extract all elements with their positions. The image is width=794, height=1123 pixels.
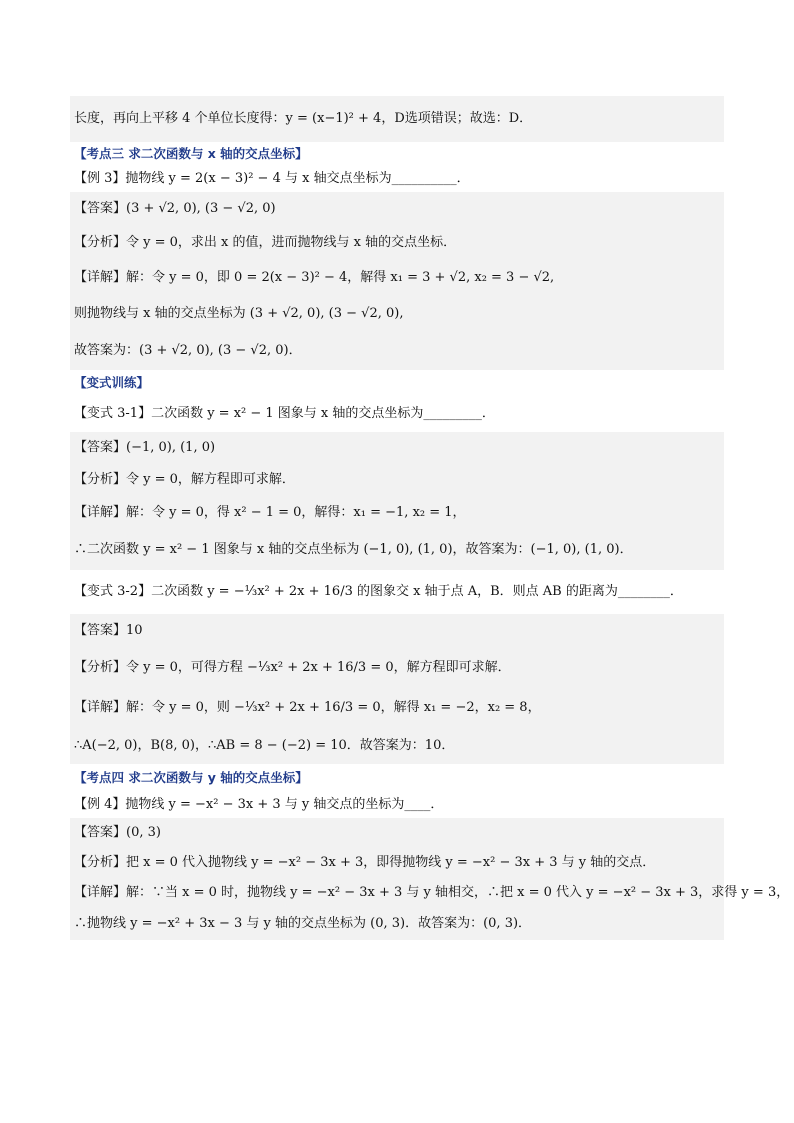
- text-line: 【分析】令 y = 0，求出 x 的值，进而抛物线与 x 轴的交点坐标．: [70, 226, 724, 260]
- text-line: 长度，再向上平移 4 个单位长度得：y = (x−1)² + 4，D选项错误；故选：D．: [70, 96, 724, 142]
- text-line: 【详解】解：令 y = 0，得 x² − 1 = 0，解得：x₁ = −1, x₂ = 1，: [70, 496, 724, 530]
- text-line: 【详解】解：∵当 x = 0 时，抛物线 y = −x² − 3x + 3 与 y 轴相交，∴把 x = 0 代入 y = −x² − 3x + 3，求得 y = 3，: [70, 878, 724, 908]
- text-line: 【例 4】抛物线 y = −x² − 3x + 3 与 y 轴交点的坐标为____．: [74, 797, 444, 812]
- text-line: 【变式 3-1】二次函数 y = x² − 1 图象与 x 轴的交点坐标为_________．: [74, 406, 495, 421]
- text-line: 【详解】解：令 y = 0，则 −⅓x² + 2x + 16/3 = 0，解得 x₁ = −2，x₂ = 8，: [70, 688, 724, 728]
- text-line: 【例 3】抛物线 y = 2(x − 3)² − 4 与 x 轴交点坐标为__________．: [74, 171, 470, 186]
- section-heading: 【考点三 求二次函数与 x 轴的交点坐标】: [74, 146, 308, 161]
- text-line: 则抛物线与 x 轴的交点坐标为 (3 + √2, 0), (3 − √2, 0),: [70, 296, 724, 332]
- section-heading: 【考点四 求二次函数与 y 轴的交点坐标】: [74, 770, 308, 785]
- section-heading: 【变式训练】: [74, 375, 150, 390]
- text-line: 【答案】(−1, 0), (1, 0): [70, 432, 724, 464]
- text-line: ∴抛物线 y = −x² + 3x − 3 与 y 轴的交点坐标为 (0, 3)．故答案为：(0, 3)．: [70, 908, 724, 940]
- text-line: 【变式 3-2】二次函数 y = −⅓x² + 2x + 16/3 的图象交 x 轴于点 A，B．则点 AB 的距离为________．: [74, 584, 683, 599]
- text-line: 【分析】把 x = 0 代入抛物线 y = −x² − 3x + 3，即得抛物线 y = −x² − 3x + 3 与 y 轴的交点．: [70, 848, 724, 878]
- text-line: 故答案为：(3 + √2, 0), (3 − √2, 0)．: [70, 332, 724, 370]
- document-page: [70, 96, 790, 940]
- text-line: 【详解】解：令 y = 0，即 0 = 2(x − 3)² − 4，解得 x₁ = 3 + √2, x₂ = 3 − √2,: [70, 260, 724, 296]
- text-line: ∴A(−2, 0)，B(8, 0)，∴AB = 8 − (−2) = 10．故答案为：10．: [70, 728, 724, 764]
- text-line: 【答案】(0, 3): [70, 818, 724, 848]
- text-line: ∴二次函数 y = x² − 1 图象与 x 轴的交点坐标为 (−1, 0), (1, 0)，故答案为：(−1, 0), (1, 0)．: [70, 530, 724, 570]
- text-line: 【答案】(3 + √2, 0), (3 − √2, 0): [70, 192, 724, 226]
- text-line: 【分析】令 y = 0，解方程即可求解．: [70, 464, 724, 496]
- text-line: 【分析】令 y = 0，可得方程 −⅓x² + 2x + 16/3 = 0，解方程即可求解．: [70, 648, 724, 688]
- text-line: 【答案】10: [70, 614, 724, 648]
